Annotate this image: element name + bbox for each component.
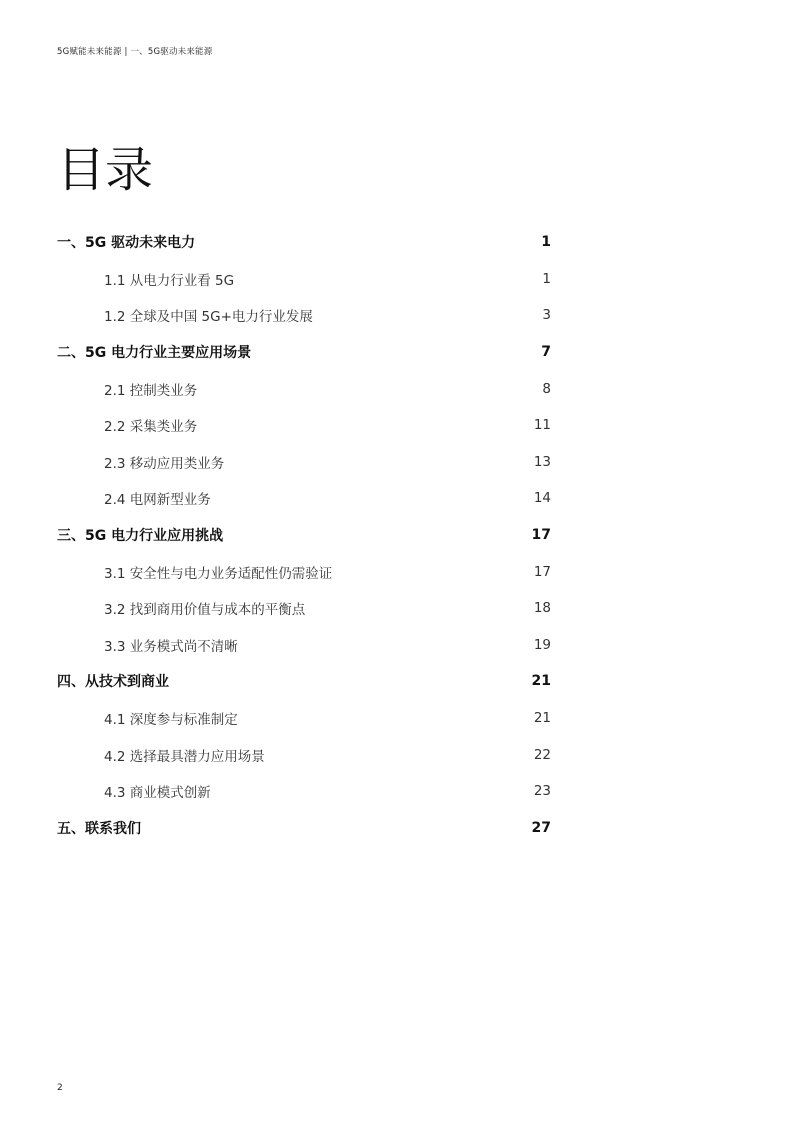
toc-entry-label: 3.1 安全性与电力业务适配性仍需验证 — [104, 565, 333, 582]
toc-entry-page-number: 8 — [542, 380, 551, 397]
toc-section-entry[interactable] — [57, 480, 551, 517]
toc-entry-page-number: 17 — [531, 527, 551, 544]
toc-entry-page-number: 1 — [541, 234, 551, 251]
toc-section-entry[interactable] — [57, 407, 551, 444]
page-number: 2 — [57, 1083, 63, 1093]
toc-chapter-entry[interactable] — [57, 810, 551, 847]
toc-entry-label: 3.3 业务模式尚不清晰 — [104, 638, 238, 655]
toc-entry-label: 3.2 找到商用价值与成本的平衡点 — [104, 602, 306, 619]
toc-entry-page-number: 27 — [531, 819, 551, 836]
toc-entry-label: 2.2 采集类业务 — [104, 419, 198, 436]
toc-entry-page-number: 13 — [533, 453, 551, 470]
toc-entry-label: 1.1 从电力行业看 5G — [104, 272, 235, 289]
toc-entry-label: 1.2 全球及中国 5G+电力行业发展 — [104, 309, 313, 326]
toc-section-entry[interactable] — [57, 297, 551, 334]
table-of-contents — [57, 224, 551, 846]
toc-chapter-entry[interactable] — [57, 334, 551, 371]
running-header: 5G赋能未来能源 | 一、5G驱动未来能源 — [57, 47, 213, 57]
page-title: 目录 — [57, 142, 154, 198]
toc-section-entry[interactable] — [57, 590, 551, 627]
toc-entry-page-number: 11 — [533, 417, 551, 434]
toc-entry-page-number: 17 — [533, 563, 551, 580]
toc-entry-label: 三、5G 电力行业应用挑战 — [57, 528, 224, 545]
toc-entry-page-number: 21 — [531, 673, 551, 690]
toc-section-entry[interactable] — [57, 736, 551, 773]
toc-chapter-entry[interactable] — [57, 663, 551, 700]
toc-entry-page-number: 21 — [533, 710, 551, 727]
toc-section-entry[interactable] — [57, 773, 551, 810]
toc-entry-page-number: 22 — [533, 746, 551, 763]
toc-chapter-entry[interactable] — [57, 224, 551, 261]
toc-section-entry[interactable] — [57, 700, 551, 737]
toc-entry-page-number: 18 — [533, 600, 551, 617]
toc-section-entry[interactable] — [57, 444, 551, 481]
toc-section-entry[interactable] — [57, 370, 551, 407]
toc-entry-label: 五、联系我们 — [57, 820, 141, 837]
toc-entry-label: 四、从技术到商业 — [57, 674, 169, 691]
toc-section-entry[interactable] — [57, 553, 551, 590]
toc-entry-label: 二、5G 电力行业主要应用场景 — [57, 345, 252, 362]
toc-entry-label: 4.3 商业模式创新 — [104, 785, 211, 802]
toc-entry-label: 2.1 控制类业务 — [104, 382, 198, 399]
toc-entry-label: 4.1 深度参与标准制定 — [104, 712, 238, 729]
toc-section-entry[interactable] — [57, 261, 551, 298]
toc-entry-page-number: 7 — [541, 344, 551, 361]
toc-section-entry[interactable] — [57, 627, 551, 664]
toc-entry-label: 2.3 移动应用类业务 — [104, 455, 225, 472]
toc-entry-page-number: 14 — [533, 490, 551, 507]
toc-entry-label: 4.2 选择最具潜力应用场景 — [104, 748, 265, 765]
toc-entry-page-number: 1 — [542, 270, 551, 287]
toc-chapter-entry[interactable] — [57, 517, 551, 554]
toc-entry-page-number: 3 — [542, 307, 551, 324]
toc-entry-label: 一、5G 驱动未来电力 — [57, 235, 196, 252]
toc-entry-page-number: 23 — [533, 783, 551, 800]
toc-entry-label: 2.4 电网新型业务 — [104, 492, 211, 509]
toc-entry-page-number: 19 — [533, 636, 551, 653]
